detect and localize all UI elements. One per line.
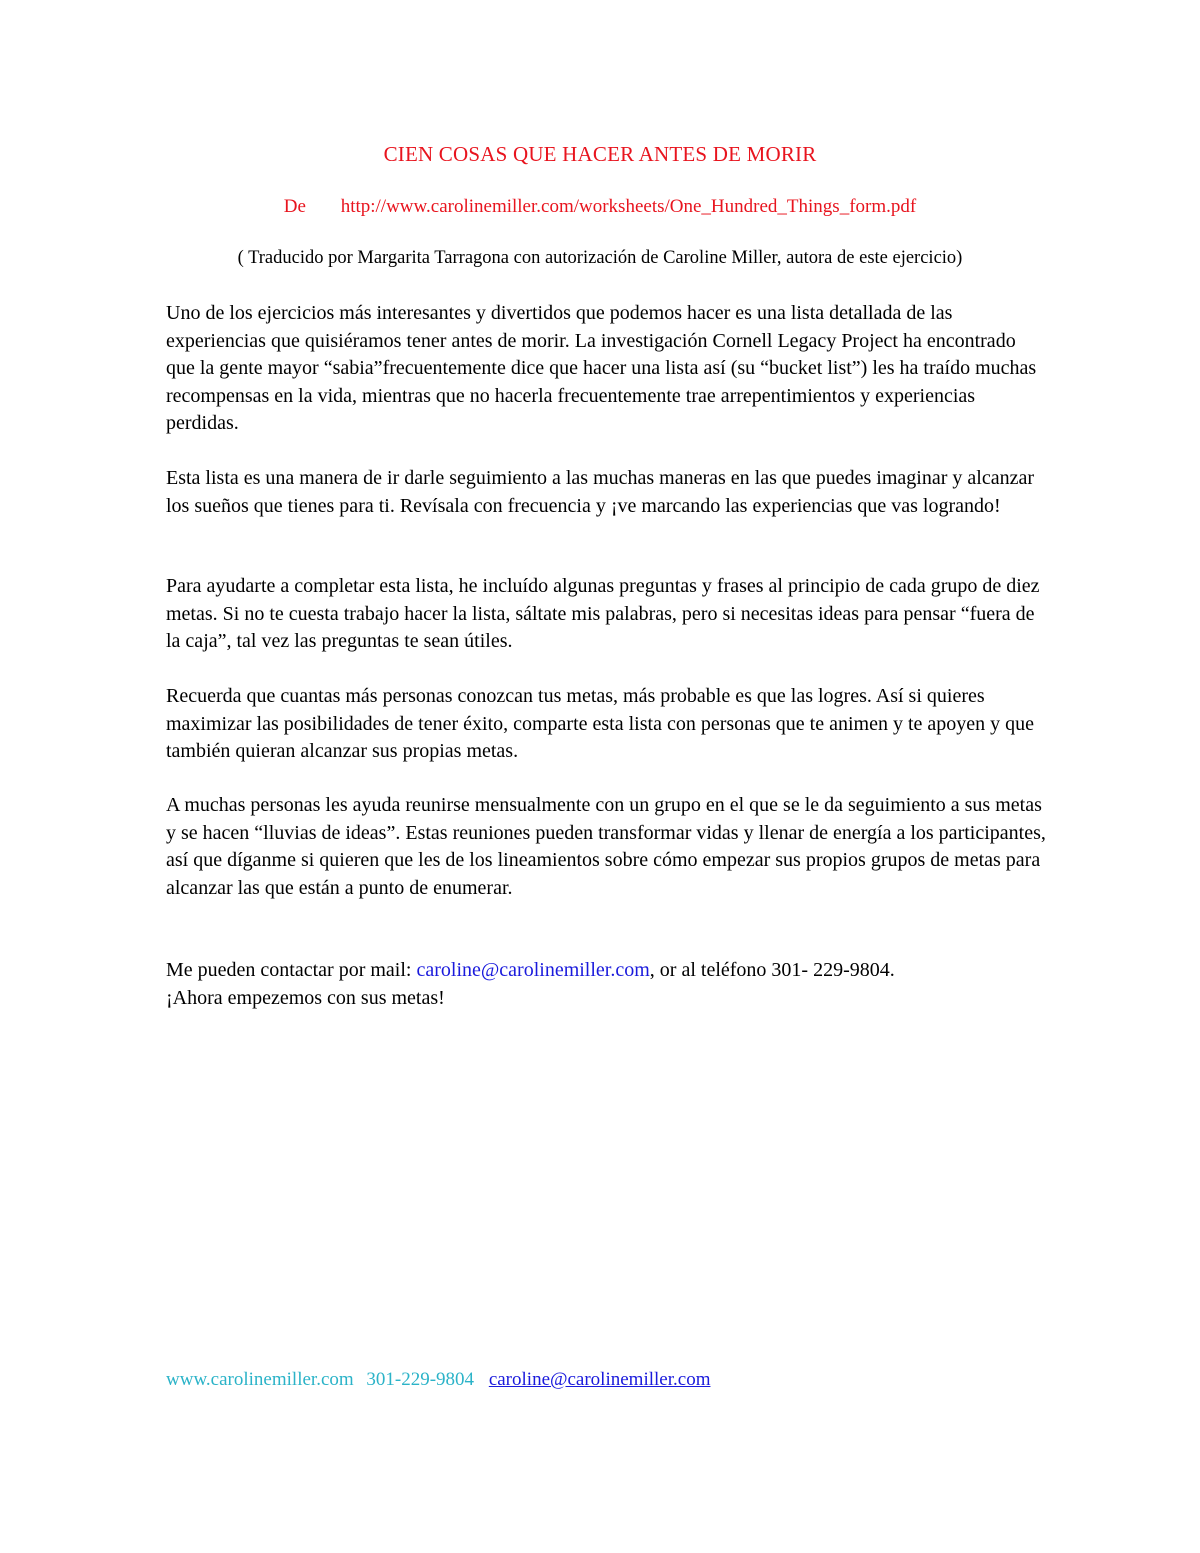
source-label: De [283, 196, 306, 217]
document-title: CIEN COSAS QUE HACER ANTES DE MORIR [383, 142, 817, 166]
footer-phone: 301-229-9804 [366, 1369, 475, 1390]
paragraph-5: A muchas personas les ayuda reunirse mensualmente con un grupo en el que se le da seguimiento a sus metas y se hacen “lluvias de ideas”. Estas reuniones pueden transformar vidas y llenar de energía a los participantes, así que díganme si quieren que les de los lineamientos sobre cómo empezar sus propios grupos de metas para alcanzar las que están a punto de enumerar. [166, 794, 1046, 899]
contact-prefix: Me pueden contactar por mail: [166, 959, 417, 981]
source-url-link[interactable]: http://www.carolinemiller.com/worksheets/One_Hundred_Things_form.pdf [340, 196, 917, 217]
paragraph-1: Uno de los ejercicios más interesantes y divertidos que podemos hacer es una lista detallada de las experiencias que quisiéramos tener antes de morir. La investigación Cornell Legacy Project ha encontrado que la gente mayor “sabia”frecuentemente dice que hacer una lista así (su “bucket list”) les ha traído muchas recompensas en la vida, mientras que no hacerla frecuentemente trae arrepentimientos y experiencias perdidas. [166, 302, 1037, 434]
contact-suffix: , or al teléfono 301- 229-9804. [649, 959, 895, 981]
footer-website-link[interactable]: www.carolinemiller.com [166, 1369, 354, 1390]
contact-closing: ¡Ahora empezemos con sus metas! [166, 986, 445, 1009]
footer-email-link[interactable]: caroline@carolinemiller.com [488, 1369, 711, 1390]
translation-note: ( Traducido por Margarita Tarragona con autorización de Caroline Miller, autora de este ejercicio) [237, 248, 963, 268]
contact-email-link[interactable]: caroline@carolinemiller.com [416, 959, 650, 981]
source-line [0, 196, 1200, 218]
paragraph-2: Esta lista es una manera de ir darle seguimiento a las muchas maneras en las que puedes imaginar y alcanzar los sueños que tienes para ti. Revísala con frecuencia y ¡ve marcando las experiencias que vas logrando! [166, 467, 1034, 517]
paragraph-3: Para ayudarte a completar esta lista, he incluído algunas preguntas y frases al principio de cada grupo de diez metas. Si no te cuesta trabajo hacer la lista, sáltate mis palabras, pero si necesitas ideas para pensar “fuera de la caja”, tal vez las preguntas te sean útiles. [166, 575, 1040, 652]
paragraph-4: Recuerda que cuantas más personas conozcan tus metas, más probable es que las logres. Así si quieres maximizar las posibilidades de tener éxito, comparte esta lista con personas que te animen y te apoyen y que también quieran alcanzar sus propias metas. [166, 685, 1035, 762]
page-footer [166, 1369, 710, 1391]
contact-paragraph [166, 957, 1046, 1012]
